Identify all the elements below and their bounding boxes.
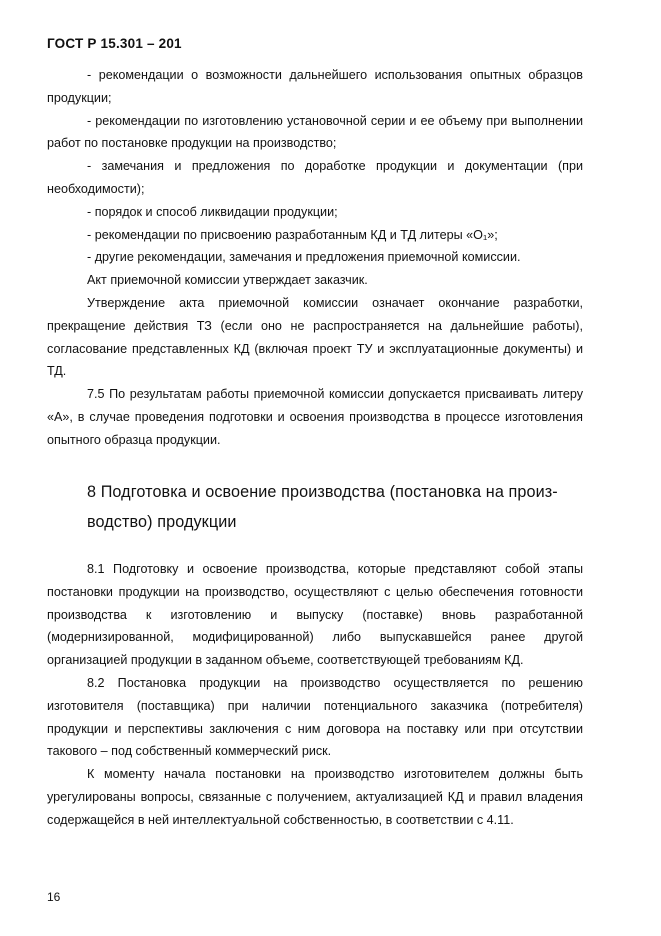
- paragraph: - замечания и предложения по доработке продукции и документации (при необходимости);: [47, 159, 583, 196]
- section-heading: 8 Подготовка и освоение производства (постановка на произ-водство) продукции: [87, 483, 558, 531]
- paragraph: К моменту начала постановки на производство изготовителем должны быть урегулированы вопросы, связанные с получением, актуализацией КД и правил владения содержащейся в ней интеллектуальной собственностью, в соответствии с 4.11.: [47, 767, 583, 827]
- paragraph: 8.1 Подготовку и освоение производства, которые представляют собой этапы постановки продукции на производство, осуществляют с целью обеспечения готовности производства к изготовлению и выпуску (поставке) вновь разработанной (модернизированной, модифицированной) либо выпускавшейся ранее другой организацией продукции в заданном объеме, соответствующей требованиям КД.: [47, 562, 583, 668]
- paragraph: Утверждение акта приемочной комиссии означает окончание разработки, прекращение действия ТЗ (если оно не распространяется на дальнейшие работы), согласование представленных КД (включая проект ТУ и эксплуатационные документы) и ТД.: [47, 295, 583, 379]
- document-header: ГОСТ Р 15.301 – 201: [47, 36, 182, 51]
- paragraph: 8.2 Постановка продукции на производство осуществляется по решению изготовителя (поставщика) при наличии потенциального заказчика (потребителя) продукции и перспективы заключения с ним договора на поставку или при отсутствии такового – под собственный коммерческий риск.: [47, 675, 583, 759]
- paragraph: - другие рекомендации, замечания и предложения приемочной комиссии.: [87, 250, 521, 265]
- paragraph: - рекомендации по присвоению разработанным КД и ТД литеры «О₁»;: [87, 227, 498, 242]
- paragraph: - рекомендации о возможности дальнейшего использования опытных образцов продукции;: [47, 68, 583, 105]
- paragraph: Акт приемочной комиссии утверждает заказчик.: [87, 273, 368, 288]
- page-number: 16: [47, 890, 61, 904]
- paragraph: 7.5 По результатам работы приемочной комиссии допускается присваивать литеру «А», в случае проведения подготовки и освоения производства в процессе изготовления опытного образца продукции.: [47, 387, 583, 447]
- paragraph: - рекомендации по изготовлению установочной серии и ее объему при выполнении работ по постановке продукции на производство;: [47, 113, 583, 151]
- paragraph: - порядок и способ ликвидации продукции;: [87, 204, 338, 219]
- body-top: [47, 64, 583, 452]
- body-bottom: [47, 558, 583, 832]
